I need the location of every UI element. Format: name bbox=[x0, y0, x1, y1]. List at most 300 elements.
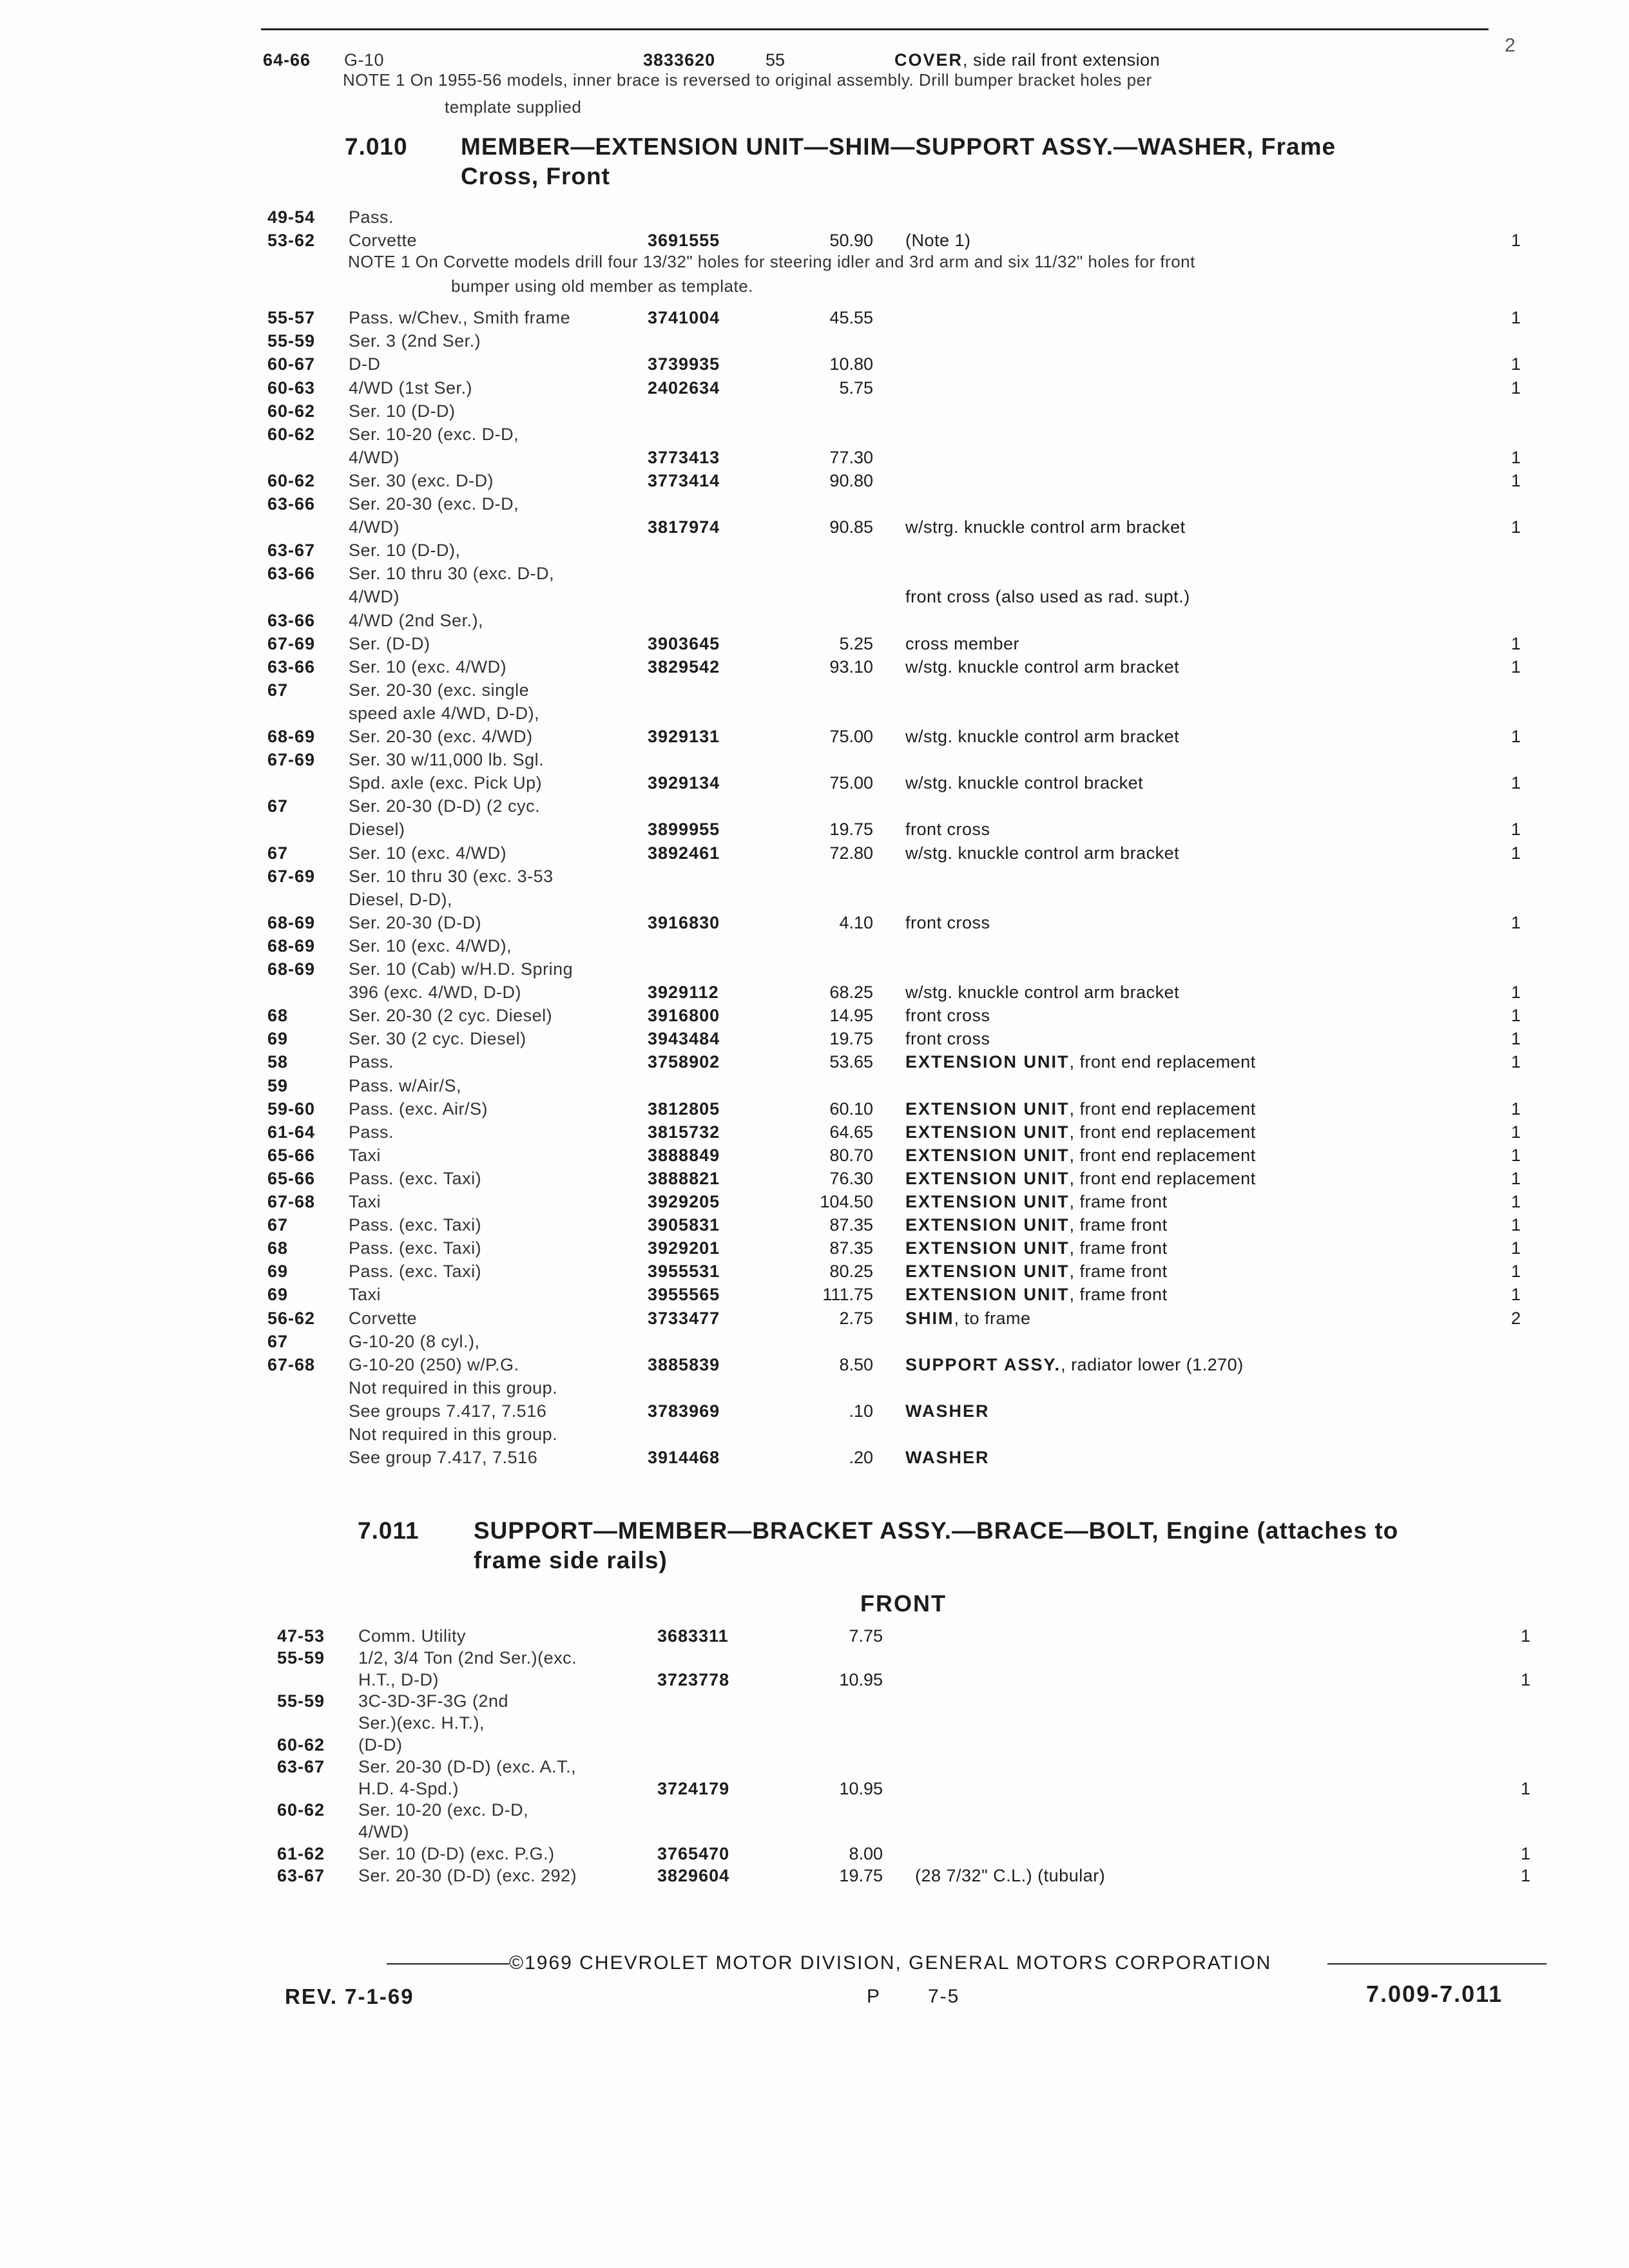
part-number: 2402634 bbox=[648, 378, 720, 398]
model: Ser. 10 (exc. 4/WD) bbox=[349, 657, 507, 677]
quantity: 1 bbox=[1521, 1778, 1531, 1798]
table-row bbox=[267, 981, 1530, 1003]
table-row bbox=[267, 493, 1530, 515]
years: 65-66 bbox=[267, 1168, 316, 1188]
description bbox=[905, 1028, 990, 1050]
quantity: 1 bbox=[1511, 354, 1521, 374]
price: 14.95 bbox=[829, 1006, 873, 1026]
model: Ser. 20-30 (2 cyc. Diesel) bbox=[349, 1006, 553, 1026]
model: Pass. bbox=[349, 1122, 394, 1142]
years: 63-66 bbox=[267, 564, 316, 584]
description-bold: SUPPORT ASSY. bbox=[905, 1354, 1061, 1374]
front-subheading: FRONT bbox=[860, 1590, 947, 1617]
part-number: 3691555 bbox=[648, 231, 720, 251]
quantity: 1 bbox=[1511, 1262, 1521, 1282]
table-row bbox=[267, 1237, 1530, 1259]
model: Pass. w/Chev., Smith frame bbox=[349, 308, 571, 328]
quantity: 1 bbox=[1511, 1006, 1521, 1026]
description-text: , front end replacement bbox=[1069, 1099, 1256, 1119]
table-row bbox=[267, 377, 1530, 399]
quantity: 1 bbox=[1511, 1285, 1521, 1305]
price: 77.30 bbox=[829, 447, 873, 467]
section-title-line1: SUPPORT—MEMBER—BRACKET ASSY.—BRACE—BOLT, Engine (attaches to bbox=[474, 1517, 1399, 1544]
part-number: 3817974 bbox=[648, 517, 720, 537]
table-row bbox=[267, 726, 1530, 747]
quantity: 1 bbox=[1511, 773, 1521, 793]
description-bold: EXTENSION UNIT bbox=[905, 1215, 1070, 1235]
description-bold: WASHER bbox=[905, 1448, 990, 1468]
section-number: 7.011 bbox=[358, 1517, 419, 1544]
quantity: 1 bbox=[1511, 308, 1521, 328]
model: speed axle 4/WD, D-D), bbox=[349, 703, 540, 723]
model: Pass. (exc. Taxi) bbox=[349, 1262, 482, 1282]
quantity: 1 bbox=[1511, 727, 1521, 746]
model: G-10 bbox=[344, 50, 385, 70]
part-number: 3929205 bbox=[648, 1192, 720, 1211]
price: 90.80 bbox=[829, 470, 873, 490]
model: 1/2, 3/4 Ton (2nd Ser.)(exc. bbox=[358, 1648, 577, 1667]
table-row bbox=[277, 1756, 1540, 1778]
price: 68.25 bbox=[829, 983, 873, 1003]
model: Pass. (exc. Taxi) bbox=[349, 1168, 482, 1188]
revision-date: REV. 7-1-69 bbox=[285, 1984, 414, 2008]
table-row bbox=[267, 400, 1530, 422]
copyright-line: ©1969 CHEVROLET MOTOR DIVISION, GENERAL MOTORS CORPORATION bbox=[509, 1952, 1272, 1974]
table-row bbox=[267, 1423, 1530, 1445]
description bbox=[905, 842, 1179, 864]
price: 19.75 bbox=[839, 1865, 883, 1885]
model: Pass. (exc. Air/S) bbox=[349, 1099, 488, 1119]
quantity: 1 bbox=[1511, 1192, 1521, 1211]
model: D-D bbox=[349, 354, 381, 374]
years: 58 bbox=[267, 1052, 289, 1072]
description bbox=[905, 1400, 990, 1422]
description bbox=[905, 1098, 1256, 1120]
description-bold: EXTENSION UNIT bbox=[905, 1262, 1070, 1282]
description-text: , frame front bbox=[1069, 1192, 1168, 1211]
part-number: 3892461 bbox=[648, 843, 720, 863]
model: H.D. 4-Spd.) bbox=[358, 1778, 459, 1798]
table-row bbox=[277, 1669, 1540, 1691]
table-row bbox=[267, 1191, 1530, 1213]
description bbox=[905, 633, 1019, 655]
years: 56-62 bbox=[267, 1308, 316, 1328]
quantity: 1 bbox=[1511, 1052, 1521, 1072]
price: 87.35 bbox=[829, 1215, 873, 1235]
quantity: 1 bbox=[1511, 231, 1521, 251]
quantity: 1 bbox=[1521, 1626, 1531, 1646]
years: 68-69 bbox=[267, 936, 316, 956]
table-row bbox=[267, 1028, 1530, 1050]
years: 67 bbox=[267, 1331, 289, 1351]
price: 45.55 bbox=[829, 308, 873, 328]
table-row bbox=[267, 423, 1530, 445]
price: 7.75 bbox=[849, 1626, 883, 1646]
part-number: 3829542 bbox=[648, 657, 720, 677]
note-1955-line2: template supplied bbox=[445, 97, 582, 117]
part-number: 3929112 bbox=[648, 983, 719, 1003]
price: 111.75 bbox=[822, 1285, 873, 1305]
description-text: front cross (also used as rad. supt.) bbox=[905, 587, 1190, 607]
table-row bbox=[267, 470, 1530, 492]
description bbox=[905, 818, 990, 840]
model: Ser. 20-30 (exc. single bbox=[349, 680, 530, 700]
price: 80.70 bbox=[829, 1145, 873, 1165]
table-row bbox=[267, 818, 1530, 840]
years: 55-59 bbox=[277, 1648, 325, 1667]
price: 5.25 bbox=[839, 633, 873, 653]
description bbox=[905, 1004, 990, 1026]
price: 76.30 bbox=[829, 1168, 873, 1188]
quantity: 1 bbox=[1511, 378, 1521, 398]
years: 59-60 bbox=[267, 1099, 316, 1119]
quantity: 1 bbox=[1521, 1844, 1531, 1863]
part-number: 3943484 bbox=[648, 1029, 720, 1049]
table-row bbox=[277, 1865, 1540, 1887]
quantity: 1 bbox=[1511, 983, 1521, 1003]
years: 61-64 bbox=[267, 1122, 316, 1142]
price: 19.75 bbox=[829, 1029, 873, 1049]
price: 8.50 bbox=[839, 1354, 873, 1374]
quantity: 1 bbox=[1511, 1168, 1521, 1188]
quantity: 1 bbox=[1511, 1122, 1521, 1142]
quantity: 1 bbox=[1511, 912, 1521, 932]
table-row bbox=[267, 610, 1530, 631]
model: Spd. axle (exc. Pick Up) bbox=[349, 773, 543, 793]
model: Pass. bbox=[349, 207, 394, 227]
price: 75.00 bbox=[829, 727, 873, 746]
part-number: 3739935 bbox=[648, 354, 720, 374]
model: Taxi bbox=[349, 1192, 381, 1211]
years: 67 bbox=[267, 680, 289, 700]
years: 67-69 bbox=[267, 750, 316, 770]
part-number: 3955565 bbox=[648, 1285, 720, 1305]
part-number: 3758902 bbox=[648, 1052, 720, 1072]
price: 5.75 bbox=[839, 378, 873, 398]
part-number: 3812805 bbox=[648, 1099, 720, 1119]
model: Ser. 20-30 (exc. D-D, bbox=[349, 494, 519, 514]
years: 59 bbox=[267, 1075, 289, 1095]
table-row bbox=[267, 842, 1530, 864]
price: 64.65 bbox=[829, 1122, 873, 1142]
part-number: 3888821 bbox=[648, 1168, 720, 1188]
description bbox=[905, 1237, 1168, 1259]
quantity: 1 bbox=[1511, 1215, 1521, 1235]
part-number: 3929134 bbox=[648, 773, 720, 793]
top-rule bbox=[261, 28, 1489, 30]
model: 4/WD) bbox=[349, 587, 400, 607]
price: 55 bbox=[765, 50, 785, 70]
years: 68-69 bbox=[267, 959, 316, 979]
part-number: 3888849 bbox=[648, 1145, 720, 1165]
model: 4/WD) bbox=[349, 517, 400, 537]
group-range: 7.009-7.011 bbox=[1366, 1981, 1503, 2007]
years: 55-59 bbox=[267, 331, 316, 351]
description bbox=[905, 726, 1179, 747]
description-text: w/stg. knuckle control arm bracket bbox=[905, 843, 1180, 863]
quantity: 1 bbox=[1511, 1238, 1521, 1258]
table-row bbox=[267, 702, 1530, 724]
table-row bbox=[277, 1821, 1540, 1843]
corner-mark: 2 bbox=[1505, 35, 1516, 56]
description-text: , frame front bbox=[1069, 1238, 1168, 1258]
table-row bbox=[267, 795, 1530, 817]
top-entry-row bbox=[263, 49, 1526, 71]
years: 69 bbox=[267, 1285, 289, 1305]
quantity: 1 bbox=[1511, 447, 1521, 467]
table-row bbox=[267, 330, 1530, 352]
model: Ser. 30 (exc. D-D) bbox=[349, 470, 494, 490]
table-row bbox=[267, 1168, 1530, 1189]
part-number: 3955531 bbox=[648, 1262, 720, 1282]
model: Diesel) bbox=[349, 820, 405, 840]
description bbox=[905, 1354, 1244, 1376]
price: 60.10 bbox=[829, 1099, 873, 1119]
model: G-10-20 (250) w/P.G. bbox=[349, 1354, 519, 1374]
years: 60-63 bbox=[267, 378, 316, 398]
note-1955-line1: NOTE 1 On 1955-56 models, inner brace is reversed to original assembly. Drill bumper bracket holes per bbox=[343, 70, 1152, 90]
description-bold: EXTENSION UNIT bbox=[905, 1145, 1070, 1165]
description-text: front cross bbox=[905, 1029, 990, 1049]
years: 67 bbox=[267, 843, 289, 863]
table-row bbox=[267, 1075, 1530, 1097]
part-number: 3829604 bbox=[657, 1865, 730, 1885]
description-text: w/stg. knuckle control arm bracket bbox=[905, 657, 1180, 677]
price: 72.80 bbox=[829, 843, 873, 863]
part-number: 3724179 bbox=[657, 1778, 730, 1798]
description bbox=[905, 586, 1190, 608]
table-row bbox=[267, 656, 1530, 678]
description-text: w/stg. knuckle control bracket bbox=[905, 773, 1144, 793]
model: Ser. 10 (D-D) bbox=[349, 401, 456, 421]
description-text: , front end replacement bbox=[1069, 1145, 1256, 1165]
price: 53.65 bbox=[829, 1052, 873, 1072]
quantity: 1 bbox=[1511, 633, 1521, 653]
model: Ser. 30 w/11,000 lb. Sgl. bbox=[349, 750, 545, 770]
description-bold: EXTENSION UNIT bbox=[905, 1285, 1070, 1305]
part-number: 3929201 bbox=[648, 1238, 720, 1258]
table-row bbox=[277, 1734, 1540, 1756]
table-row bbox=[267, 1121, 1530, 1143]
description bbox=[905, 1283, 1168, 1305]
years: 60-62 bbox=[277, 1735, 325, 1754]
model: See groups 7.417, 7.516 bbox=[349, 1401, 547, 1421]
table-row bbox=[277, 1778, 1540, 1800]
years: 63-66 bbox=[267, 494, 316, 514]
section-7011-heading-line2: frame side rails) bbox=[474, 1547, 668, 1573]
model: Corvette bbox=[349, 231, 418, 251]
table-row bbox=[267, 586, 1530, 608]
quantity: 1 bbox=[1511, 517, 1521, 537]
quantity: 1 bbox=[1511, 470, 1521, 490]
model: 4/WD (1st Ser.) bbox=[349, 378, 473, 398]
model: Ser. 10-20 (exc. D-D, bbox=[358, 1800, 529, 1820]
part-number: 3833620 bbox=[643, 50, 716, 70]
years: 65-66 bbox=[267, 1145, 316, 1165]
part-number: 3773414 bbox=[648, 470, 720, 490]
table-row bbox=[267, 562, 1530, 584]
model: Ser. (D-D) bbox=[349, 633, 430, 653]
years: 55-59 bbox=[277, 1691, 325, 1711]
part-number: 3733477 bbox=[648, 1308, 720, 1328]
years: 67-69 bbox=[267, 633, 316, 653]
table-row bbox=[267, 1260, 1530, 1282]
description-bold: EXTENSION UNIT bbox=[905, 1122, 1070, 1142]
description-bold: COVER bbox=[894, 50, 963, 70]
description bbox=[905, 1214, 1168, 1236]
model: Corvette bbox=[349, 1308, 418, 1328]
part-number: 3765470 bbox=[657, 1844, 730, 1863]
years: 63-66 bbox=[267, 610, 316, 630]
model: (D-D) bbox=[358, 1735, 403, 1754]
model: Ser. 30 (2 cyc. Diesel) bbox=[349, 1029, 526, 1049]
description bbox=[905, 1446, 990, 1468]
table-row bbox=[267, 889, 1530, 910]
description-text: , front end replacement bbox=[1069, 1122, 1256, 1142]
price: 10.80 bbox=[829, 354, 873, 374]
model: Taxi bbox=[349, 1145, 381, 1165]
model: Comm. Utility bbox=[358, 1626, 466, 1646]
table-row bbox=[267, 1354, 1530, 1376]
part-number: 3914468 bbox=[648, 1448, 720, 1468]
years: 63-66 bbox=[267, 657, 316, 677]
price: .20 bbox=[849, 1448, 873, 1468]
years: 68-69 bbox=[267, 912, 316, 932]
table-row bbox=[267, 935, 1530, 957]
model: Ser. 10 (Cab) w/H.D. Spring bbox=[349, 959, 574, 979]
years: 67-68 bbox=[267, 1354, 316, 1374]
price: 93.10 bbox=[829, 657, 873, 677]
part-number: 3723778 bbox=[657, 1669, 730, 1689]
years: 69 bbox=[267, 1029, 289, 1049]
years: 67 bbox=[267, 796, 289, 816]
price: 75.00 bbox=[829, 773, 873, 793]
model: Ser. 20-30 (D-D) (exc. 292) bbox=[358, 1865, 577, 1885]
model: Ser. 10 thru 30 (exc. 3-53 bbox=[349, 866, 554, 886]
description bbox=[905, 229, 971, 251]
model: 4/WD) bbox=[349, 447, 400, 467]
quantity: 1 bbox=[1511, 1029, 1521, 1049]
model: Pass. (exc. Taxi) bbox=[349, 1238, 482, 1258]
model: Ser. 10-20 (exc. D-D, bbox=[349, 424, 519, 444]
years: 63-67 bbox=[277, 1865, 325, 1885]
page-number: 7-5 bbox=[928, 1986, 960, 2007]
part-number: 3885839 bbox=[648, 1354, 720, 1374]
description-bold: EXTENSION UNIT bbox=[905, 1192, 1070, 1211]
model: Ser. 20-30 (exc. 4/WD) bbox=[349, 727, 533, 746]
years: 67-68 bbox=[267, 1192, 316, 1211]
table-row bbox=[267, 958, 1530, 980]
years: 53-62 bbox=[267, 231, 316, 251]
quantity: 1 bbox=[1511, 843, 1521, 863]
description-text: , frame front bbox=[1069, 1262, 1168, 1282]
description bbox=[905, 981, 1179, 1003]
description bbox=[905, 1121, 1256, 1143]
model: Pass. (exc. Taxi) bbox=[349, 1215, 482, 1235]
years: 63-67 bbox=[267, 541, 316, 561]
years: 68 bbox=[267, 1238, 289, 1258]
quantity: 1 bbox=[1511, 657, 1521, 677]
price: 87.35 bbox=[829, 1238, 873, 1258]
table-row bbox=[267, 749, 1530, 771]
table-row bbox=[267, 447, 1530, 468]
description-bold: WASHER bbox=[905, 1401, 990, 1421]
part-number: 3783969 bbox=[648, 1401, 720, 1421]
years: 67-69 bbox=[267, 866, 316, 886]
table-row bbox=[267, 912, 1530, 934]
description-text: w/strg. knuckle control arm bracket bbox=[905, 517, 1186, 537]
years: 60-67 bbox=[267, 354, 316, 374]
part-number: 3916800 bbox=[648, 1006, 720, 1026]
model: G-10-20 (8 cyl.), bbox=[349, 1331, 480, 1351]
description-bold: EXTENSION UNIT bbox=[905, 1052, 1070, 1072]
part-number: 3929131 bbox=[648, 727, 720, 746]
footer-rule-left bbox=[387, 1963, 509, 1965]
description-text: , front end replacement bbox=[1069, 1052, 1256, 1072]
quantity: 1 bbox=[1511, 1145, 1521, 1165]
description-bold: EXTENSION UNIT bbox=[905, 1168, 1070, 1188]
years: 60-62 bbox=[267, 424, 316, 444]
section-title-line1: MEMBER—EXTENSION UNIT—SHIM—SUPPORT ASSY.—WASHER, Frame bbox=[461, 133, 1336, 160]
model: 4/WD (2nd Ser.), bbox=[349, 610, 484, 630]
model: See group 7.417, 7.516 bbox=[349, 1448, 538, 1468]
description-text: front cross bbox=[905, 912, 990, 932]
description-text: w/stg. knuckle control arm bracket bbox=[905, 727, 1180, 746]
table-row bbox=[277, 1843, 1540, 1865]
description-text: , to frame bbox=[954, 1308, 1031, 1328]
model: Ser. 20-30 (D-D) bbox=[349, 912, 482, 932]
quantity: 1 bbox=[1521, 1669, 1531, 1689]
description bbox=[905, 1307, 1031, 1329]
description-text: (28 7/32" C.L.) (tubular) bbox=[915, 1865, 1106, 1885]
description-text: front cross bbox=[905, 820, 990, 840]
table-row bbox=[277, 1712, 1540, 1734]
table-row bbox=[267, 1307, 1530, 1329]
price: .10 bbox=[849, 1401, 873, 1421]
footer-rule-right bbox=[1327, 1963, 1547, 1965]
section-7011-heading bbox=[358, 1517, 1398, 1545]
part-number: 3683311 bbox=[657, 1626, 729, 1646]
table-row bbox=[267, 772, 1530, 794]
model: Ser. 10 (D-D), bbox=[349, 541, 461, 561]
quantity: 1 bbox=[1511, 820, 1521, 840]
table-row bbox=[277, 1625, 1540, 1647]
years: 61-62 bbox=[277, 1844, 325, 1863]
description-bold: EXTENSION UNIT bbox=[905, 1099, 1070, 1119]
table-row bbox=[267, 1214, 1530, 1236]
table-row bbox=[277, 1799, 1540, 1821]
years: 47-53 bbox=[277, 1626, 325, 1646]
description-bold: EXTENSION UNIT bbox=[905, 1238, 1070, 1258]
table-row bbox=[277, 1690, 1540, 1712]
section-number: 7.010 bbox=[345, 133, 408, 160]
description bbox=[905, 1168, 1256, 1189]
table-row bbox=[267, 539, 1530, 561]
years: 55-57 bbox=[267, 308, 316, 328]
table-row bbox=[267, 1377, 1530, 1399]
note-corvette-line2: bumper using old member as template. bbox=[451, 276, 753, 296]
section-7010-heading-line2: Cross, Front bbox=[461, 163, 610, 189]
years: 68-69 bbox=[267, 727, 316, 746]
description-text: , front end replacement bbox=[1069, 1168, 1256, 1188]
table-row bbox=[267, 1400, 1530, 1422]
table-row bbox=[267, 633, 1530, 655]
years: 68 bbox=[267, 1006, 289, 1026]
price: 10.95 bbox=[839, 1669, 883, 1689]
description-text: (Note 1) bbox=[905, 231, 971, 251]
description bbox=[905, 656, 1179, 678]
model: Taxi bbox=[349, 1285, 381, 1305]
